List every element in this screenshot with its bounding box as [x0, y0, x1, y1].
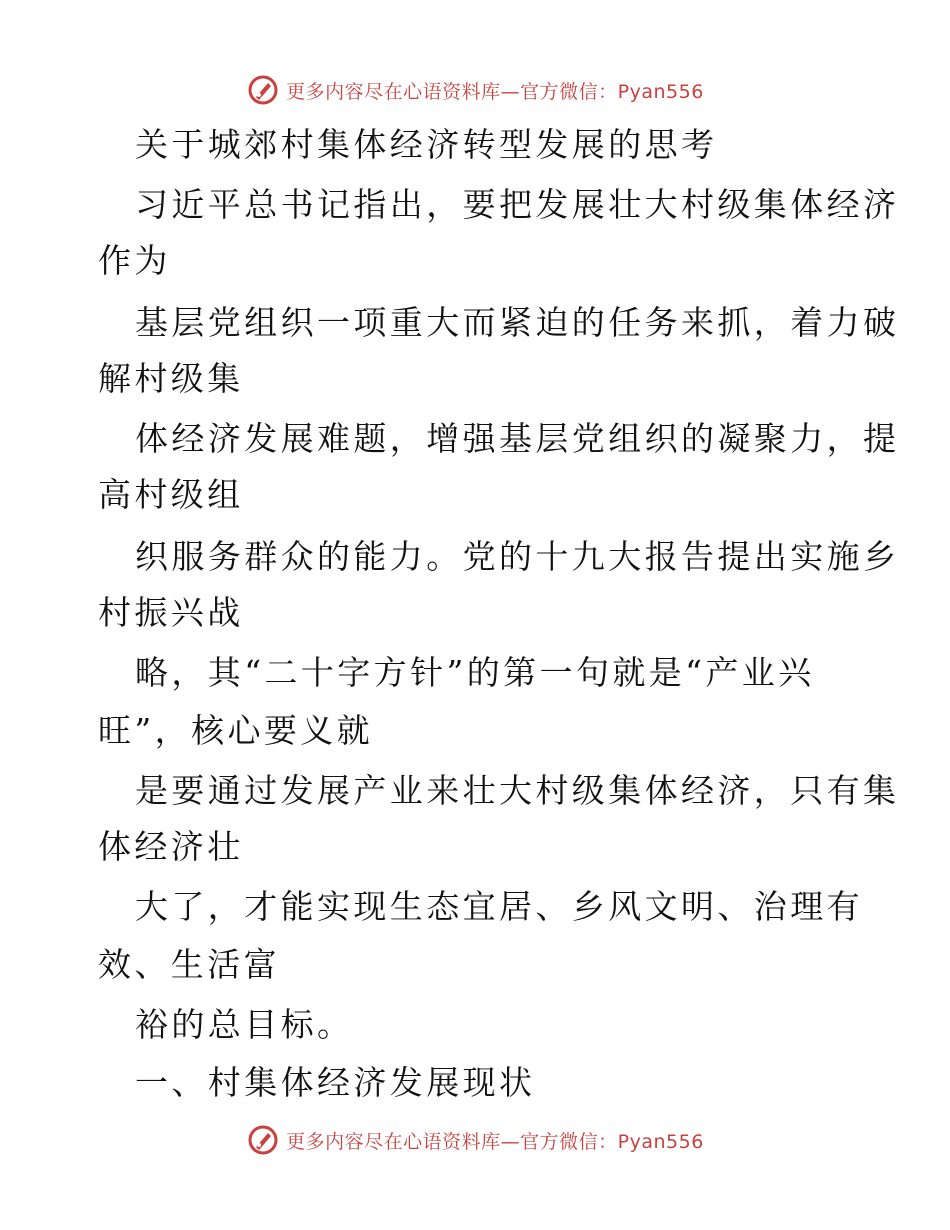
paragraph-line: 旺”，核心要义就 — [98, 711, 374, 750]
section-heading: 一、村集体经济发展现状 — [135, 1063, 536, 1102]
document-title: 关于城郊村集体经济转型发展的思考 — [135, 125, 718, 164]
pen-nib-logo-icon — [246, 73, 280, 107]
paragraph-line: 高村级组 — [98, 475, 244, 514]
watermark-text: 更多内容尽在心语资料库—官方微信：Pyan556 — [286, 80, 704, 103]
watermark-text: 更多内容尽在心语资料库—官方微信：Pyan556 — [286, 1130, 704, 1153]
paragraph-line: 解村级集 — [98, 359, 244, 398]
paragraph-line: 略，其“二十字方针”的第一句就是“产业兴 — [135, 653, 815, 692]
paragraph-line: 织服务群众的能力。党的十九大报告提出实施乡 — [135, 537, 900, 576]
paragraph-line: 大了，才能实现生态宜居、乡风文明、治理有 — [135, 887, 863, 926]
paragraph-line: 裕的总目标。 — [135, 1005, 354, 1044]
paragraph-line: 村振兴战 — [98, 593, 244, 632]
paragraph-line: 作为 — [98, 241, 171, 280]
pen-nib-logo-icon — [246, 1123, 280, 1157]
paragraph-line: 体经济发展难题，增强基层党组织的凝聚力，提 — [135, 419, 900, 458]
paragraph-line: 体经济壮 — [98, 827, 244, 866]
paragraph-line: 是要通过发展产业来壮大村级集体经济，只有集 — [135, 771, 900, 810]
paragraph-line: 习近平总书记指出，要把发展壮大村级集体经济 — [135, 185, 900, 224]
footer-watermark — [0, 1120, 950, 1160]
paragraph-line: 基层党组织一项重大而紧迫的任务来抓，着力破 — [135, 303, 900, 342]
paragraph-line: 效、生活富 — [98, 945, 280, 984]
header-watermark — [0, 70, 950, 110]
